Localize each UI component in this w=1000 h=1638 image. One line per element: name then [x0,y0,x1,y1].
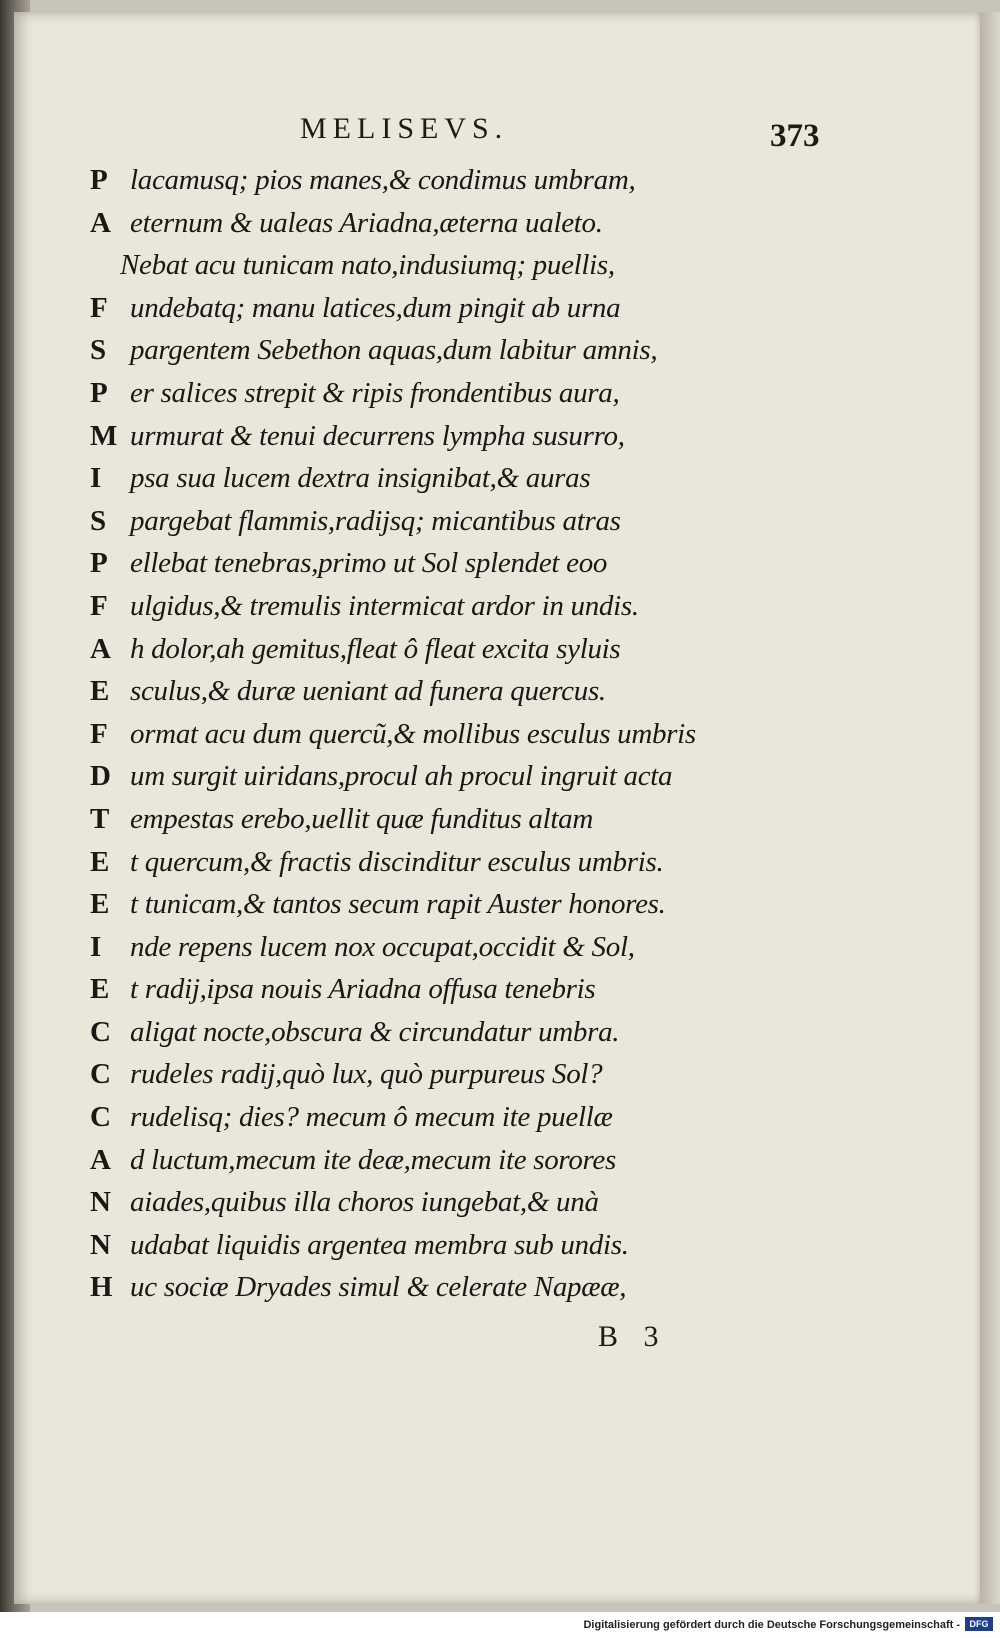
verse-line [90,1054,910,1097]
page-edge [980,12,1000,1604]
verse-initial: I [90,462,102,495]
verse-line [90,884,910,927]
verse-initial: N [90,1228,111,1261]
verse-text: aligat nocte,obscura & circundatur umbra. [130,1015,620,1048]
verse-text: udabat liquidis argentea membra sub undis. [130,1228,629,1261]
verse-line [90,799,910,842]
verse-text: uc sociæ Dryades simul & celerate Napææ, [130,1271,627,1304]
verse-initial: M [90,419,118,452]
verse-line [90,330,910,373]
verse-initial: C [90,1058,111,1091]
verse-line [90,927,910,970]
verse-text: pargebat flammis,radijsq; micantibus atras [130,504,621,537]
verse-line [90,969,910,1012]
verse-initial: S [90,504,107,537]
verse-text: rudelisq; dies? mecum ô mecum ite puellæ [130,1101,613,1134]
verse-text: ormat acu dum quercũ,& mollibus esculus umbris [130,717,696,750]
verse-initial: E [90,675,110,708]
verse-text: Nebat acu tunicam nato,indusiumq; puellis, [120,249,615,282]
dfg-logo: DFG [965,1617,993,1631]
verse-line [90,245,910,288]
verse-text: h dolor,ah gemitus,fleat ô fleat excita syluis [130,632,621,665]
verse-text: t quercum,& fractis discinditur esculus umbris. [130,845,664,878]
verse-line [90,458,910,501]
verse-line [90,373,910,416]
verse-line [90,160,910,203]
verse-initial: C [90,1015,111,1048]
verse-text: lacamusq; pios manes,& condimus umbram, [130,164,636,196]
verse-initial: C [90,1101,111,1134]
verse-line [90,1225,910,1268]
verse-text: undebatq; manu latices,dum pingit ab urna [130,291,621,324]
verse-text: d luctum,mecum ite deæ,mecum ite sorores [130,1143,616,1176]
verse-initial: P [90,547,108,580]
verse-text: t tunicam,& tantos secum rapit Auster honores. [130,888,666,921]
verse-initial: A [90,1143,111,1176]
verse-initial: F [90,717,108,750]
verse-line [90,1012,910,1055]
verse-text: t radij,ipsa nouis Ariadna offusa tenebris [130,973,596,1006]
verse-initial: F [90,291,108,324]
verse-initial: H [90,1271,113,1304]
verse-line [90,756,910,799]
verse-line [90,501,910,544]
verse-text: sculus,& duræ ueniant ad funera quercus. [130,675,606,708]
verse-text: rudeles radij,quò lux, quò purpureus Sol? [130,1058,603,1091]
verse-text: pargentem Sebethon aquas,dum labitur amnis, [130,334,658,367]
verse-line [90,1267,910,1310]
verse-text: er salices strepit & ripis frondentibus aura, [130,376,620,409]
verse-initial: P [90,164,108,196]
verse-initial: E [90,845,110,878]
verse-initial: E [90,888,110,921]
verse-line [90,842,910,885]
verse-line [90,543,910,586]
verse-initial: A [90,632,111,665]
verse-initial: I [90,930,102,963]
digitization-credit: Digitalisierung gefördert durch die Deutsche Forschungsgemeinschaft - [583,1619,960,1631]
verse-text: um surgit uiridans,procul ah procul ingruit acta [130,760,673,793]
verse-text: ellebat tenebras,primo ut Sol splendet eoo [130,547,608,580]
verse-line [90,671,910,714]
verse-line [90,629,910,672]
verse-text: eternum & ualeas Ariadna,æterna ualeto. [130,206,603,239]
verse-line [90,416,910,459]
verse-line [90,1097,910,1140]
verse-line [90,1140,910,1183]
verse-initial: N [90,1186,111,1219]
verse-text: urmurat & tenui decurrens lympha susurro, [130,419,625,452]
verse-text: empestas erebo,uellit quæ funditus altam [130,802,593,835]
verse-line [90,1182,910,1225]
verse-line [90,203,910,246]
page-number: 373 [770,118,820,154]
verse-initial: E [90,973,110,1006]
signature-mark: B 3 [598,1320,659,1353]
running-head: MELISEVS. [300,112,509,145]
verse-line [90,288,910,331]
verse-initial: T [90,802,110,835]
verse-initial: S [90,334,107,367]
verse-line [90,714,910,757]
poem-text-block [90,160,910,1310]
verse-initial: A [90,206,111,239]
verse-text: ulgidus,& tremulis intermicat ardor in undis. [130,589,639,622]
verse-line [90,586,910,629]
verse-text: psa sua lucem dextra insignibat,& auras [130,462,591,495]
verse-initial: D [90,760,111,793]
verse-initial: P [90,376,108,409]
verse-text: nde repens lucem nox occupat,occidit & Sol, [130,930,635,963]
verse-text: aiades,quibus illa choros iungebat,& unà [130,1186,599,1219]
verse-initial: F [90,589,108,622]
